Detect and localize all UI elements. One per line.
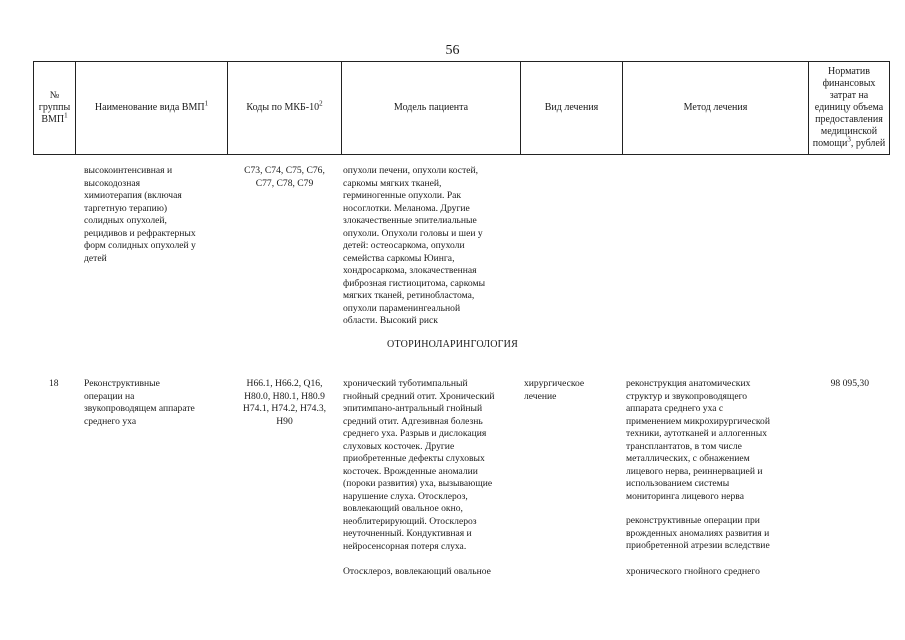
row-18-method-3: хронического гнойного среднего [626, 566, 760, 577]
header-vmp-name-sup: 1 [204, 99, 209, 108]
header-patient-model-text: Модель пациента [393, 102, 469, 113]
header-icd-codes-sup: 2 [319, 99, 323, 108]
row-18-method-1: реконструкция анатомических структур и звукопроводящего аппарата среднего уха с применением микрохирургической техники, аутотканей и аллогенных трансплантатов, в том числе металлических, с обнажением лицевого нерва, реиннервацией и использованием системы мониторинга лицевого нерва [626, 378, 770, 502]
page-number: 56 [445, 43, 460, 58]
header-financial-norm-sup: 3 [847, 135, 851, 144]
header-vmp-name [76, 62, 227, 154]
header-treatment-method [623, 62, 808, 154]
row-18-patient-model-continued: Отосклероз, вовлекающий овальное [343, 566, 491, 577]
header-treatment-method-text: Метод лечения [683, 102, 748, 113]
continued-row-codes: С73, С74, С75, С76, С77, С78, С79 [244, 165, 325, 189]
continued-row-name: высокоинтенсивная и высокодозная химиотерапия (включая таргетную терапию) солидных опухолей, рецидивов и рефрактерных форм солидных опухолей у детей [84, 165, 196, 264]
header-treatment-type [521, 62, 622, 154]
row-18-treatment-type: хирургическое лечение [524, 378, 585, 402]
header-financial-norm [809, 62, 889, 154]
row-18-patient-model: хронический туботимпальный гнойный средний отит. Хронический эпитимпано-антральный гнойный средний отит. Адгезивная болезнь среднего уха. Разрыв и дислокация слуховых косточек. Другие приобретенные дефекты слуховых косточек. Врожденные аномалии (пороки развития) уха, вызывающие нарушение слуха. Отосклероз, вовлекающий овальное окно, необлитерирующий. Отосклероз неуточненный. Кондуктивная и нейросенсорная потеря слуха. [343, 378, 495, 552]
header-treatment-type-text: Вид лечения [544, 102, 599, 113]
header-vmp-group [34, 62, 75, 154]
header-financial-norm-text: Норматив финансовых затрат на единицу объема предоставления медицинской помощи [812, 66, 884, 149]
row-18-method-2: реконструктивные операции при врожденных аномалиях развития и приобретенной атрезии вследствие [626, 515, 770, 551]
header-icd-codes-text: Коды по МКБ-10 [246, 102, 320, 113]
continued-row-patient-model: опухоли печени, опухоли костей, саркомы мягких тканей, герминогенные опухоли. Рак носоглотки. Меланома. Другие злокачественные эпителиальные опухоли. Опухоли головы и шеи у детей: остеосаркома, опухоли семейства саркомы Юинга, хондросаркома, злокачественная фиброзная гистиоцитома, саркомы мягких тканей, ретинобластома, опухоли параменингеальной области. Высокий риск [343, 165, 486, 326]
header-icd-codes [228, 62, 341, 154]
header-vmp-name-text: Наименование вида ВМП [94, 102, 205, 113]
header-patient-model [342, 62, 520, 154]
section-title: ОТОРИНОЛАРИНГОЛОГИЯ [387, 339, 518, 350]
header-financial-norm-tail: , рублей [850, 138, 886, 149]
row-18-number: 18 [49, 378, 59, 389]
row-18-name: Реконструктивные операции на звукопроводящем аппарате среднего уха [84, 378, 195, 427]
header-vmp-group-text: № группы ВМП [38, 90, 71, 125]
row-18-codes: H66.1, H66.2, Q16, H80.0, H80.1, H80.9 H74.1, H74.2, H74.3, H90 [242, 378, 327, 427]
header-vmp-group-sup: 1 [64, 111, 68, 120]
row-18-cost: 98 095,30 [830, 378, 869, 389]
